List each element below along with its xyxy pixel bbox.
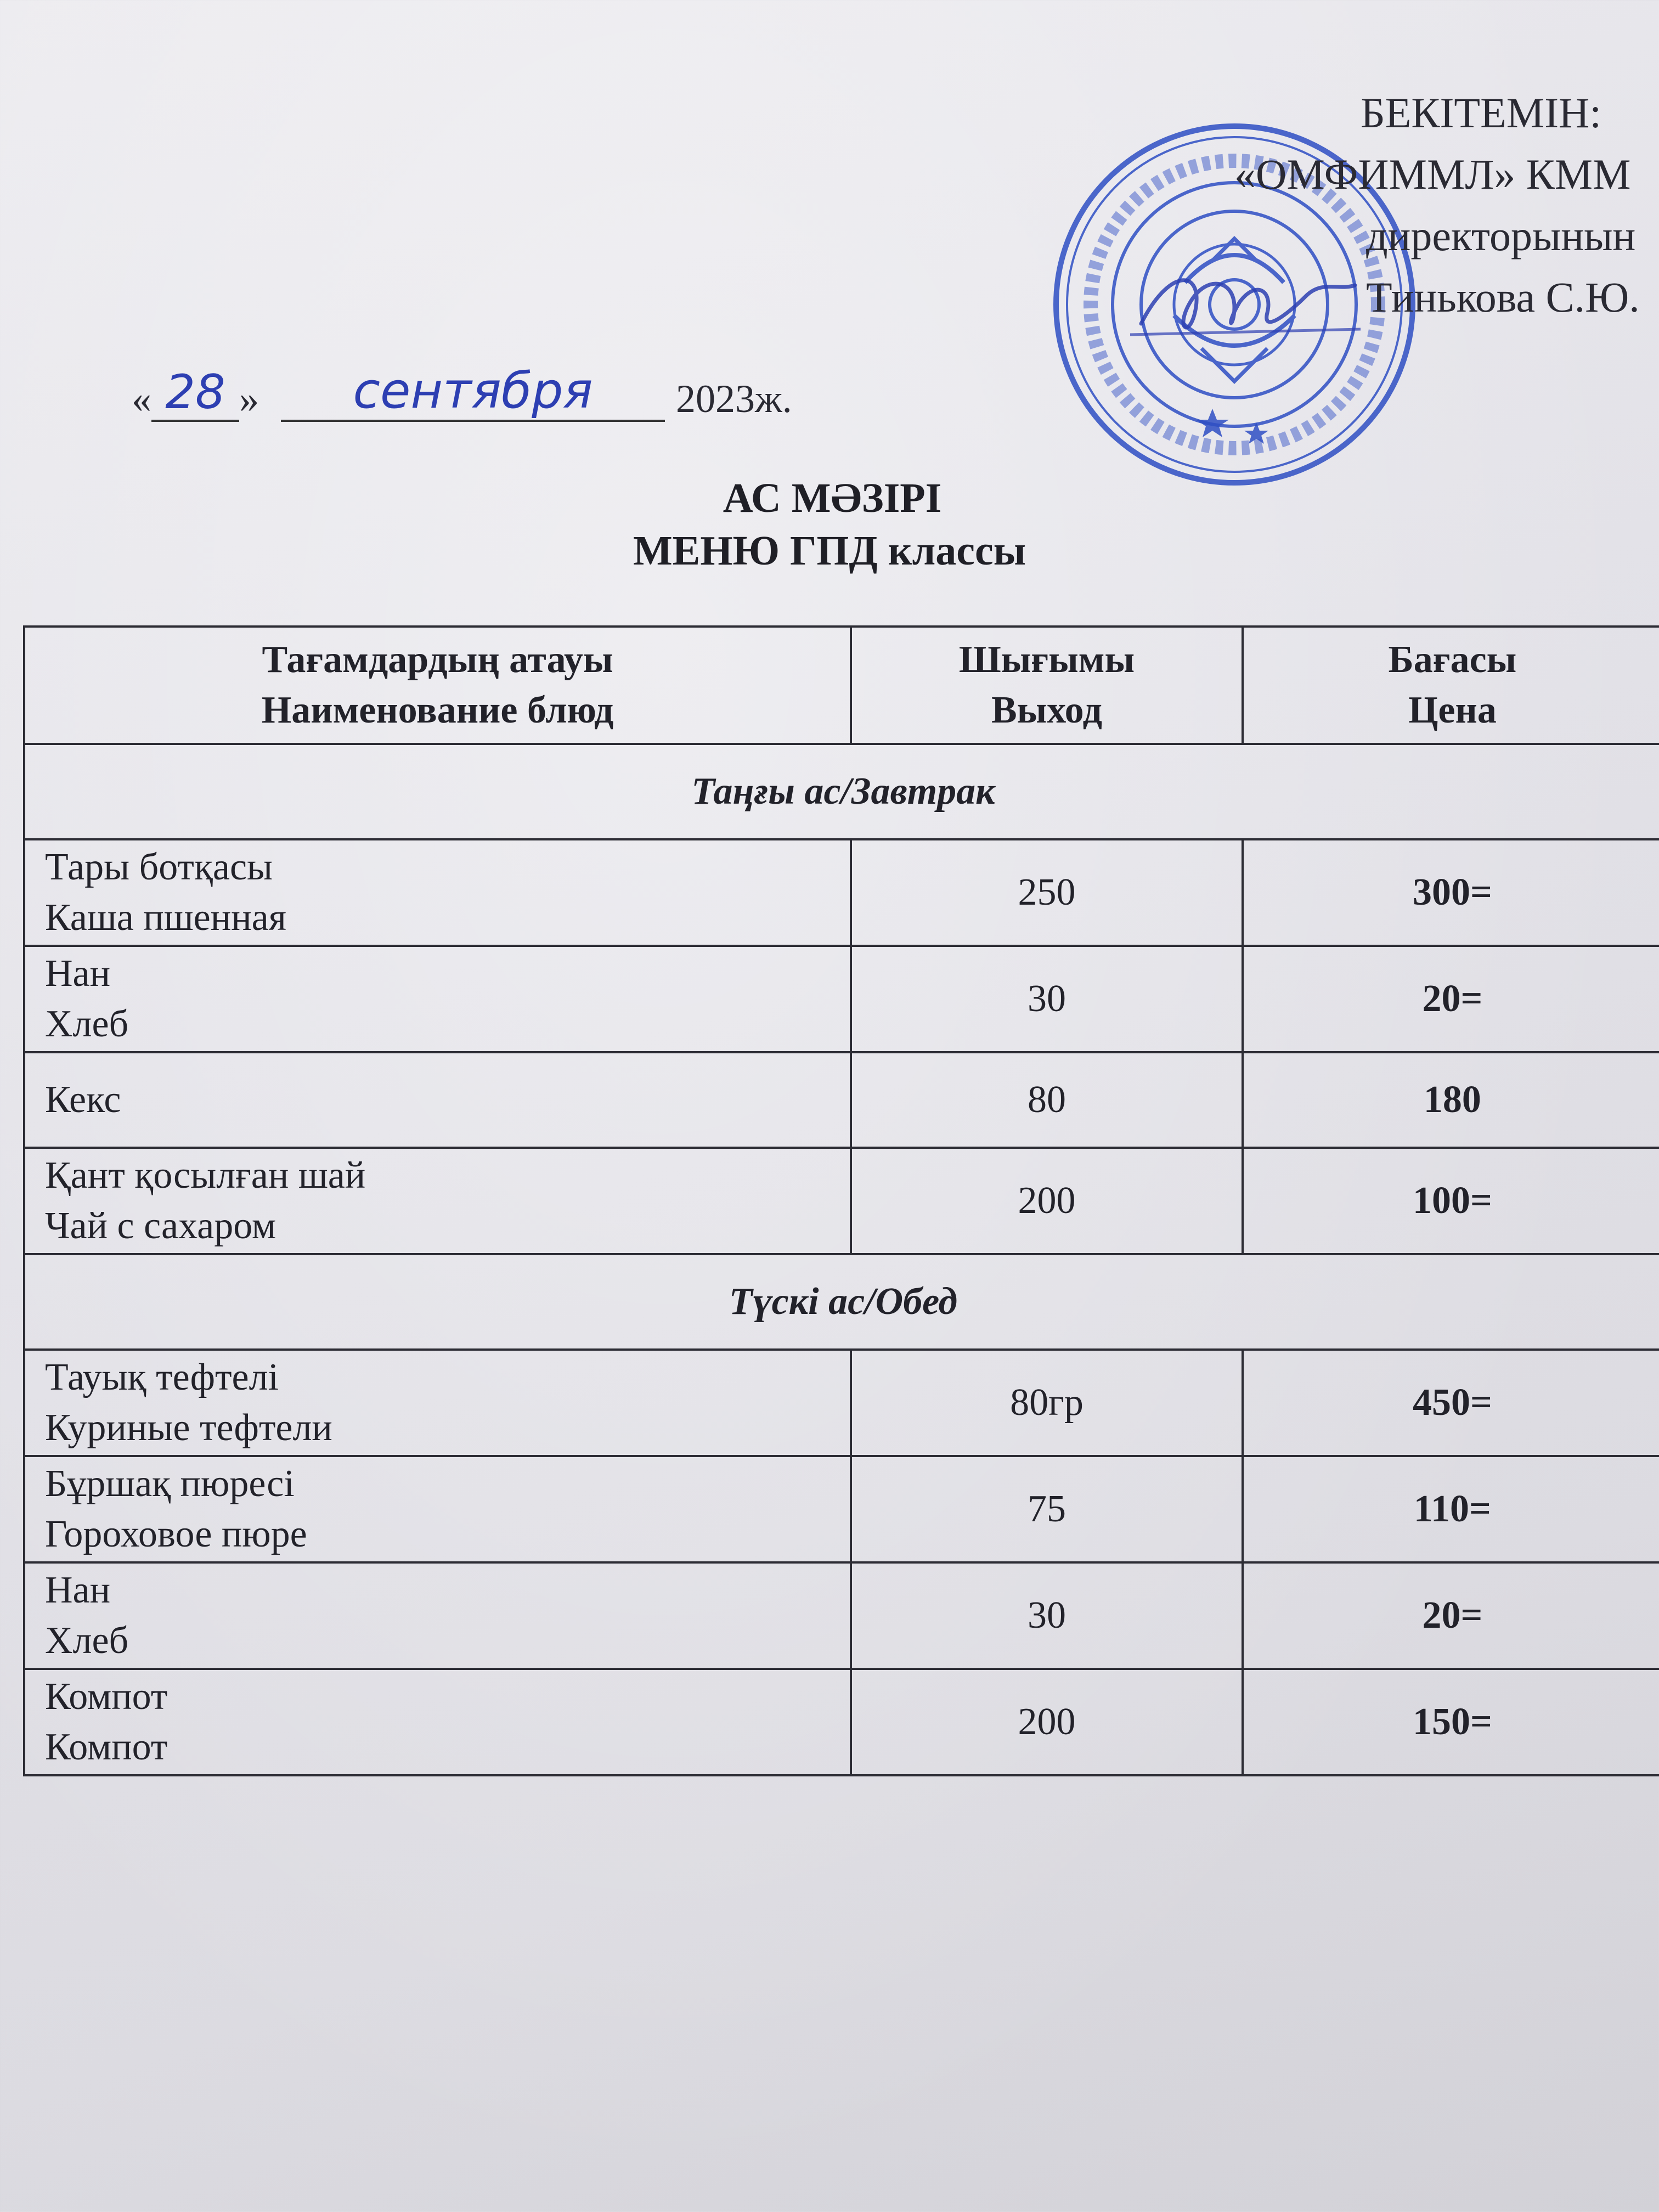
output-cell: 250	[851, 839, 1243, 946]
title-russian: МЕНЮ ГПД классы	[633, 528, 1026, 574]
table-row	[24, 1456, 1659, 1562]
price-cell: 150=	[1243, 1669, 1659, 1775]
price-cell: 20=	[1243, 946, 1659, 1052]
output-cell: 80гр	[851, 1350, 1243, 1456]
table-row	[24, 1669, 1659, 1775]
date-year: 2023ж.	[676, 377, 792, 421]
price-cell: 100=	[1243, 1148, 1659, 1254]
table-row	[24, 1148, 1659, 1254]
table-header-row	[24, 627, 1659, 744]
section-title: Таңғы ас/Завтрак	[24, 744, 1659, 839]
header-dish-name: Тағамдардың атауы Наименование блюд	[24, 627, 851, 744]
handwritten-signature	[1125, 247, 1366, 357]
approval-organization: «ОМФИММЛ» КММ	[1234, 150, 1631, 198]
dish-name-cell: Нан Хлеб	[24, 1562, 851, 1669]
section-title: Түскі ас/Обед	[24, 1254, 1659, 1350]
table-row	[24, 839, 1659, 946]
title-kazakh: АС МӘЗІРІ	[723, 475, 942, 521]
section-row-breakfast	[24, 744, 1659, 839]
dish-name-cell: Кекс	[24, 1052, 851, 1148]
dish-name-cell: Қант қосылған шай Чай с сахаром	[24, 1148, 851, 1254]
header-output: Шығымы Выход	[851, 627, 1243, 744]
dish-name-cell: Тауық тефтелі Куриные тефтели	[24, 1350, 851, 1456]
price-cell: 110=	[1243, 1456, 1659, 1562]
output-cell: 30	[851, 946, 1243, 1052]
output-cell: 200	[851, 1148, 1243, 1254]
section-row-lunch	[24, 1254, 1659, 1350]
menu-title	[0, 472, 1659, 577]
dish-name-cell: Бұршақ пюресі Гороховое пюре	[24, 1456, 851, 1562]
approval-heading: БЕКІТЕМІН:	[1361, 89, 1602, 137]
output-cell: 80	[851, 1052, 1243, 1148]
dish-name-cell: Тары ботқасы Каша пшенная	[24, 839, 851, 946]
table-row	[24, 1350, 1659, 1456]
output-cell: 200	[851, 1669, 1243, 1775]
date-day-handwritten: 28	[151, 365, 239, 422]
date-close-quote: »	[239, 377, 259, 421]
date-month-handwritten: сентября	[281, 362, 665, 422]
header-price: Бағасы Цена	[1243, 627, 1659, 744]
table-row	[24, 946, 1659, 1052]
price-cell: 20=	[1243, 1562, 1659, 1669]
price-cell: 180	[1243, 1052, 1659, 1148]
dish-name-cell: Нан Хлеб	[24, 946, 851, 1052]
price-cell: 450=	[1243, 1350, 1659, 1456]
price-cell: 300=	[1243, 839, 1659, 946]
date-line	[132, 362, 792, 422]
approval-position: директорынын	[1366, 212, 1636, 259]
output-cell: 30	[851, 1562, 1243, 1669]
table-row	[24, 1562, 1659, 1669]
approval-director-name: Тинькова С.Ю.	[1366, 273, 1640, 321]
output-cell: 75	[851, 1456, 1243, 1562]
table-row	[24, 1052, 1659, 1148]
date-open-quote: «	[132, 377, 151, 421]
menu-table	[23, 625, 1659, 1776]
dish-name-cell: Компот Компот	[24, 1669, 851, 1775]
